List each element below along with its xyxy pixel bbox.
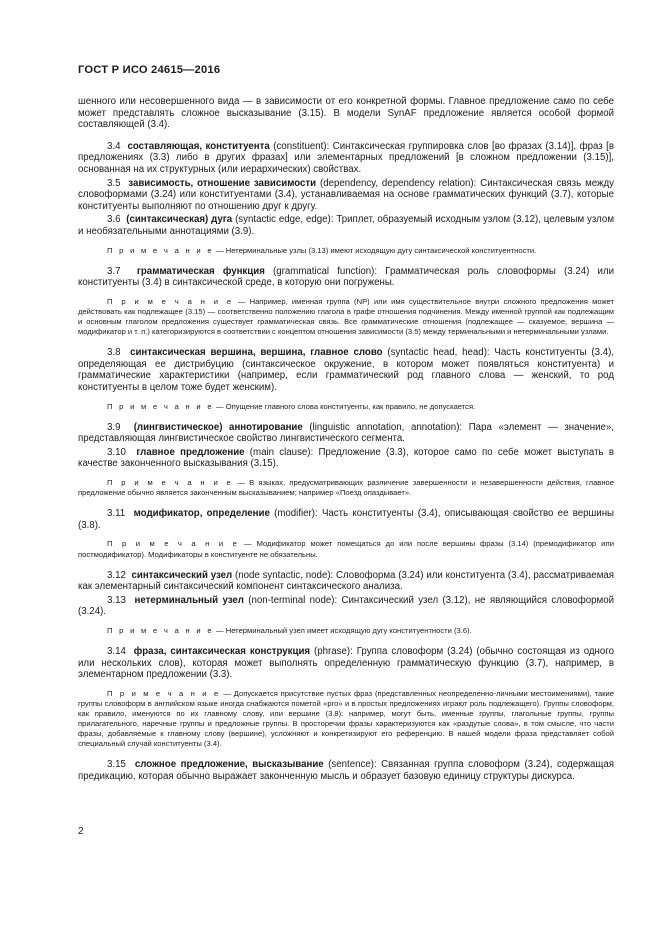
term-number: 3.7 — [107, 265, 121, 277]
term-number: 3.10 — [107, 446, 126, 458]
term-3-14 — [78, 646, 614, 681]
term-3-7 — [78, 266, 614, 289]
term-definition: (node syntactic, node): Словоформа (3.24) или конституента (3.4), рассматриваемая как элементарный синтаксический компонент синтаксического анализа. — [78, 569, 614, 593]
term-3-4 — [78, 141, 614, 176]
term-number: 3.14 — [107, 646, 126, 658]
note-3-8 — [78, 402, 614, 412]
term-number: 3.9 — [107, 421, 121, 433]
term-3-5 — [78, 178, 614, 213]
note-text: — Например, именная группа (NP) или имя существительное внутри сложного предложения может действовать как подлежащее (3.15) — соответственно положению глагола в графе отношения подчинения. Между именной группой как подлежащим и основным глаголом предложения существует грамматическая связь. Все грамматические отношения (подлежащее — сказуемое, вершина — модификатор и т. п.) категоризируются в соответствии с концептом отношения зависимости (3.5) между терминальными и нетерминальными узлами. — [78, 296, 614, 337]
note-3-13 — [78, 626, 614, 636]
note-text: — Нетерминальные узлы (3.13) имеют исходящую дугу синтаксической конституентности. — [213, 245, 537, 255]
note-3-14 — [78, 689, 614, 750]
term-3-9 — [78, 422, 614, 445]
term-definition: (dependency, dependency relation): Синтаксическая связь между словоформами (3.24) или конституентами (3.4), устанавливаемая на основе грамматических функций (3.7), которые конституенты выполняют по отношению друг к другу. — [78, 177, 614, 212]
term-title: фраза, синтаксическая конструкция — [133, 646, 311, 658]
note-text: — Нетерминальный узел имеет исходящую дугу конституентности (3.6). — [213, 625, 472, 635]
term-number: 3.6 — [107, 214, 121, 226]
note-3-7 — [78, 297, 614, 337]
term-3-8 — [78, 347, 614, 393]
note-label: П р и м е ч а н и е — [107, 245, 214, 255]
term-title: нетерминальный узел — [134, 594, 244, 606]
document-body — [78, 96, 614, 783]
note-3-6 — [78, 246, 614, 256]
term-3-10 — [78, 447, 614, 470]
note-label: П р и м е ч а н и е — [107, 401, 214, 411]
term-definition: (syntactic head, head): Часть конституенты (3.4), определяющая ее дистрибуцию (синтаксическое окружение, в котором может появляться конституента) и грамматические характеристики (например, если грамматический род главного слова — женский, то род конституенты в целом тоже будет женским). — [78, 347, 615, 393]
term-definition: (constituent): Синтаксическая группировка слов [во фразах (3.14)], фраз [в предложениях (3.3) либо в других фразах] или элементарных предложений [в сложном предложении (3.15)], основанная на их структурных (или иерархических) свойствах. — [78, 140, 615, 175]
term-title: (лингвистическое) аннотирование — [133, 421, 303, 433]
term-definition: (grammatical function): Грамматическая роль словоформы (3.24) или конституенты (3.4) в синтаксической среде, в которую они погружены. — [78, 265, 615, 289]
term-3-6 — [78, 214, 614, 237]
term-title: зависимость, отношение зависимости — [128, 177, 317, 189]
term-definition: (linguistic annotation, annotation): Пара «элемент — значение», представляющая лингвистическое свойство лингвистического сегмента. — [78, 421, 614, 445]
note-3-11 — [78, 539, 614, 559]
note-label: П р и м е ч а н и е — [107, 296, 234, 306]
term-number: 3.15 — [107, 759, 126, 771]
term-title: главное предложение — [136, 446, 245, 458]
note-label: П р и м е ч а н и е — [107, 478, 234, 488]
term-title: (синтаксическая) дуга — [126, 214, 233, 226]
term-3-13 — [78, 595, 614, 618]
term-title: грамматическая функция — [136, 265, 265, 277]
note-label: П р и м е ч а н и е — [107, 625, 214, 635]
term-title: синтаксическая вершина, вершина, главное слово — [130, 347, 383, 359]
term-definition: (modifier): Часть конституенты (3.4), описывающая свойство ее вершины (3.8). — [78, 508, 615, 531]
term-title: модификатор, определение — [133, 508, 270, 520]
term-definition: (sentence): Связанная группа словоформ (3.24), содержащая предикацию, которая обычно выражает законченную мысль и образует базовую единицу структуры дискурса. — [78, 759, 614, 782]
note-text: — В языках, предусматривающих различение завершенности и незавершенности действия, главное предложение обычно является законченным высказыванием; например «Поезд опаздывает». — [78, 478, 614, 498]
term-number: 3.12 — [107, 569, 126, 581]
term-number: 3.11 — [107, 508, 126, 520]
note-text: — Допускается присутствие пустых фраз (представленных неопределенно-личными местоимениями), такие группы словоформ в английском языке иногда снабжаются пометой «pro» и в простых предложениях играют роль подлежащего). Группы словоформ, как правило, именуются по их главному слову, или вершине (3.8): например, могут быть, именные группы, глагольные группы, группы прилагательного, наречные группы и предложные группы. В просторечии фразы характеризуются как «раздутые слова», в том смысле, что части фразы, добавляемые к главному слову (вершине), усложняют и конкретизируют его референцию. В нашей модели фраза представляет собой специальный случай конституенты (3.4). — [78, 688, 614, 749]
term-3-12 — [78, 570, 614, 593]
term-title: составляющая, конституента — [127, 140, 270, 152]
note-text: — Модификатор может помещаться до или после вершины фразы (3.14) (премодификатор или постмодификатор). Модификаторы в конституенте не обязательны. — [78, 539, 614, 559]
term-definition: (syntactic edge, edge): Триплет, образуемый исходным узлом (3.12), целевым узлом и необязательными аннотациями (3.9). — [78, 214, 614, 237]
note-text: — Опущение главного слова конституенты, как правило, не допускается. — [213, 401, 476, 411]
note-label: П р и м е ч а н и е — [107, 688, 221, 698]
term-title: сложное предложение, высказывание — [134, 759, 324, 771]
term-3-11 — [78, 508, 614, 531]
term-definition: (phrase): Группа словоформ (3.24) (обычно состоящая из одного или нескольких слов), которая может выполнять определенную грамматическую функцию (3.7), например, в элементарном предложении (3.3). — [78, 646, 615, 681]
term-3-15 — [78, 759, 614, 782]
document-header: ГОСТ Р ИСО 24615—2016 — [78, 64, 221, 76]
term-number: 3.4 — [107, 140, 121, 152]
page-number: 2 — [78, 826, 84, 837]
term-definition: (main clause): Предложение (3.3), которое само по себе может выступать в качестве законченного высказывания (3.15). — [78, 446, 614, 470]
term-title: синтаксический узел — [131, 569, 233, 581]
term-number: 3.5 — [107, 177, 121, 189]
note-label: П р и м е ч а н и е — [107, 539, 240, 549]
term-number: 3.8 — [107, 347, 121, 359]
intro-paragraph: шенного или несовершенного вида — в зависимости от его конкретной формы. Главное предложение само по себе может представлять сложное высказывание (3.15). В модели SynAF предложение является особой формой составляющей (3.4). — [78, 96, 614, 131]
term-definition: (non-terminal node): Синтаксический узел (3.12), не являющийся словоформой (3.24). — [78, 594, 614, 618]
term-number: 3.13 — [107, 594, 126, 606]
note-3-10 — [78, 478, 614, 498]
